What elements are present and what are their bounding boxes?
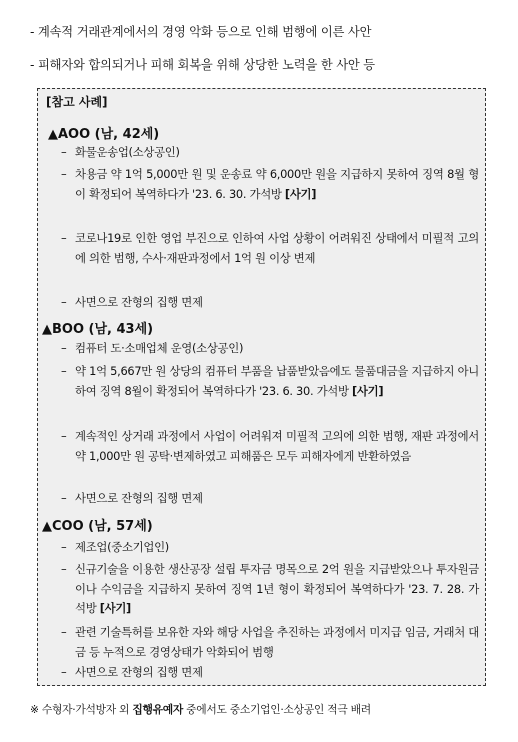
- crime-tag: [사기]: [284, 186, 317, 201]
- case-c-item: [61, 560, 479, 619]
- case-b-item: [61, 427, 479, 466]
- case-b-heading: ▲BOO (남, 43세): [42, 322, 154, 337]
- case-c-item: [61, 623, 479, 662]
- footnote-bold: 집행유예자: [132, 703, 183, 716]
- item-text: 사면으로 잔형의 집행 면제: [75, 295, 203, 309]
- bullet-dash: –: [61, 665, 67, 679]
- crime-tag: [사기]: [99, 601, 131, 616]
- bullet-dash: –: [61, 231, 67, 245]
- footnote-prefix: ※ 수형자·가석방자 외: [30, 703, 133, 716]
- bullet-dash: –: [61, 429, 67, 443]
- case-a-item: [61, 293, 479, 313]
- top-line-1: - 계속적 거래관계에서의 경영 악화 등으로 인해 범행에 이른 사안: [30, 25, 372, 39]
- case-b-item: [61, 339, 479, 359]
- case-c-heading: ▲COO (남, 57세): [42, 519, 153, 534]
- item-text: 차용금 약 1억 5,000만 원 및 운송료 약 6,000만 원을 지급하지 못하여 징역 8월 형이 확정되어 복역하다가 '23. 6. 30. 가석방 [사기]: [75, 167, 479, 201]
- case-c-item: [61, 663, 479, 683]
- crime-tag: [사기]: [352, 383, 384, 398]
- item-text: 화물운송업(소상공인): [75, 145, 180, 159]
- case-b-item: [61, 489, 479, 509]
- box-title: [참고 사례]: [46, 95, 108, 109]
- bullet-dash: –: [61, 562, 67, 576]
- case-a-item: [61, 229, 479, 268]
- bullet-dash: –: [61, 145, 67, 159]
- bullet-dash: –: [61, 295, 67, 309]
- item-text: 컴퓨터 도·소매업체 운영(소상공인): [75, 341, 244, 355]
- bullet-dash: –: [61, 625, 67, 639]
- top-line-2: - 피해자와 합의되거나 피해 회복을 위해 상당한 노력을 한 사안 등: [30, 58, 375, 72]
- item-text: 제조업(중소기업인): [75, 540, 169, 554]
- item-text: 약 1억 5,667만 원 상당의 컴퓨터 부품을 납품받았음에도 물품대금을 지급하지 아니하여 징역 8월이 확정되어 복역하다가 '23. 6. 30. 가석방 [사기]: [75, 364, 479, 398]
- case-a-item: [61, 165, 479, 204]
- item-text: 관련 기술특허를 보유한 자와 해당 사업을 추진하는 과정에서 미지급 임금, 거래처 대금 등 누적으로 경영상태가 악화되어 범행: [75, 625, 479, 659]
- footnote: [30, 702, 371, 717]
- item-text: 코로나19로 인한 영업 부진으로 인하여 사업 상황이 어려워진 상태에서 미필적 고의에 의한 범행, 수사·재판과정에서 1억 원 이상 변제: [75, 231, 479, 265]
- footnote-suffix: 중에서도 중소기업인·소상공인 적극 배려: [182, 703, 371, 716]
- item-text: 사면으로 잔형의 집행 면제: [75, 491, 203, 505]
- bullet-dash: –: [61, 364, 67, 378]
- item-text: 계속적인 상거래 과정에서 사업이 어려워져 미필적 고의에 의한 범행, 재판 과정에서 약 1,000만 원 공탁·변제하였고 피해품은 모두 피해자에게 반환하였음: [75, 429, 479, 463]
- reference-cases-box: [37, 88, 486, 686]
- bullet-dash: –: [61, 540, 67, 554]
- case-a-heading: ▲AOO (남, 42세): [48, 127, 160, 142]
- item-text: 사면으로 잔형의 집행 면제: [75, 665, 203, 679]
- bullet-dash: –: [61, 491, 67, 505]
- case-a-item: [61, 143, 479, 163]
- case-c-item: [61, 538, 479, 558]
- bullet-dash: –: [61, 341, 67, 355]
- item-text: 신규기술을 이용한 생산공장 설립 투자금 명목으로 2억 원을 지급받았으나 투자원금이나 수익금을 지급하지 못하여 징역 1년 형이 확정되어 복역하다가 '23. 7. 28. 가석방 [사기]: [75, 562, 479, 616]
- case-b-item: [61, 362, 479, 401]
- bullet-dash: –: [61, 167, 67, 181]
